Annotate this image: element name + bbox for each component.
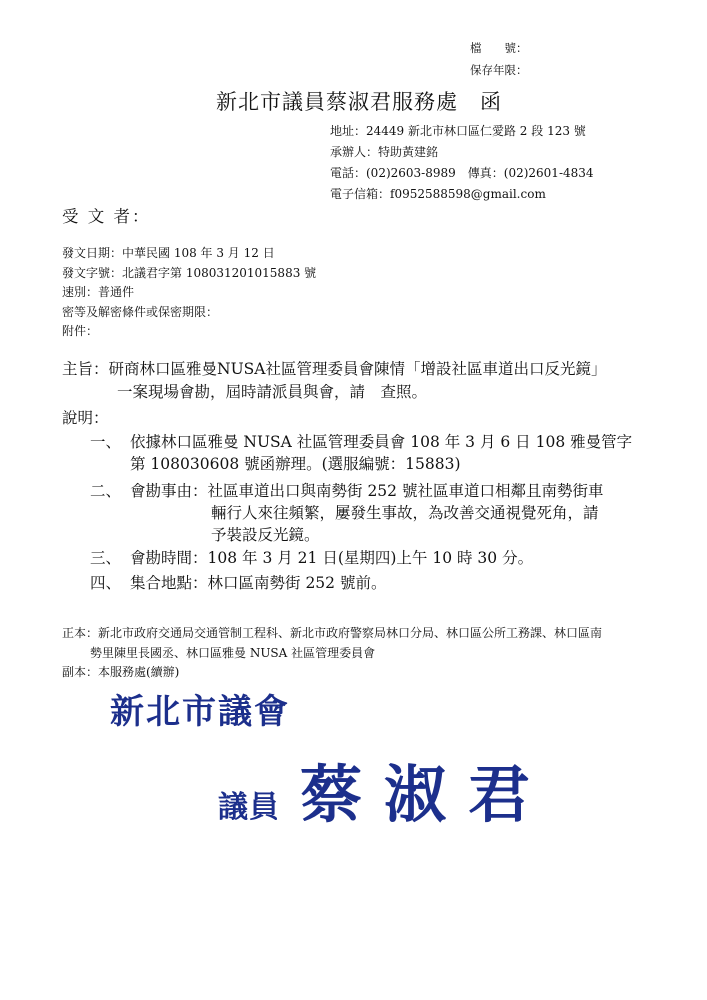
item-number: 二、 — [90, 482, 122, 500]
subject-line: 一案現場會勘，屆時請派員與會，請 查照。 — [117, 383, 428, 401]
retention-period-label: 保存年限： — [470, 63, 528, 77]
explanation-item — [90, 547, 533, 569]
item-text: 依據林口區雅曼 NUSA 社區管理委員會 108 年 3 月 6 日 108 雅曼管字 — [130, 433, 633, 451]
explanation-item — [90, 431, 632, 475]
file-number-label: 檔 號： — [470, 41, 528, 55]
explanation-label: 說明： — [62, 409, 109, 427]
subject-line: 主旨：研商林口區雅曼NUSA社區管理委員會陳情「增設社區車道出口反光鏡」 — [62, 360, 607, 378]
copy-recipients: 副本：本服務處(續辦) — [62, 665, 180, 679]
item-number: 三、 — [90, 549, 122, 567]
item-text: 108 年 3 月 21 日(星期四)上午 10 時 30 分。 — [207, 549, 534, 567]
document-number: 發文字號：北議君字第 108031201015883 號 — [62, 265, 317, 280]
email: 電子信箱：f0952588598@gmail.com — [330, 187, 546, 201]
item-text: 輛行人來往頻繁，屢發生事故，為改善交通視覺死角，請 — [211, 504, 599, 522]
member-title-stamp: 議員 — [218, 790, 280, 825]
handler: 承辦人：特助黃建銘 — [330, 145, 439, 159]
explanation-item — [90, 572, 386, 594]
document-title: 新北市議員蔡淑君服務處 函 — [216, 90, 502, 114]
explanation-item — [90, 480, 603, 546]
address: 地址：24449 新北市林口區仁愛路 2 段 123 號 — [330, 124, 586, 138]
item-text: 社區車道出口與南勢街 252 號社區車道口相鄰且南勢街車 — [207, 482, 604, 500]
item-label: 會勘時間： — [130, 549, 208, 567]
recipient-label: 受 文 者： — [62, 207, 151, 226]
main-recipients-cont: 勢里陳里長國丞、林口區雅曼 NUSA 社區管理委員會 — [90, 645, 376, 660]
member-name-stamp: 蔡淑君 — [300, 758, 553, 831]
item-text: 林口區南勢街 252 號前。 — [207, 574, 387, 592]
main-recipients: 正本：新北市政府交通局交通管制工程科、新北市政府警察局林口分局、林口區公所工務課、林口區南 — [62, 626, 603, 640]
subject — [62, 358, 606, 404]
item-label: 會勘事由： — [130, 482, 208, 500]
speed-class: 速別：普通件 — [62, 285, 135, 299]
item-text: 第 108030608 號函辦理。(選服編號：15883) — [130, 455, 461, 473]
item-number: 一、 — [90, 433, 122, 451]
distribution-list — [62, 623, 602, 682]
item-text: 予裝設反光鏡。 — [211, 526, 320, 544]
secrecy-level: 密等及解密條件或保密期限： — [62, 304, 219, 319]
document-meta — [62, 243, 316, 341]
contact-block — [330, 121, 594, 205]
item-number: 四、 — [90, 574, 122, 592]
item-label: 集合地點： — [130, 574, 208, 592]
phone-fax: 電話：(02)2603-8989 傳真：(02)2601-4834 — [330, 166, 594, 180]
issue-date: 發文日期：中華民國 108 年 3 月 12 日 — [62, 246, 275, 260]
attachment: 附件： — [62, 324, 99, 338]
file-meta — [470, 40, 528, 84]
council-stamp: 新北市議會 — [110, 692, 290, 732]
